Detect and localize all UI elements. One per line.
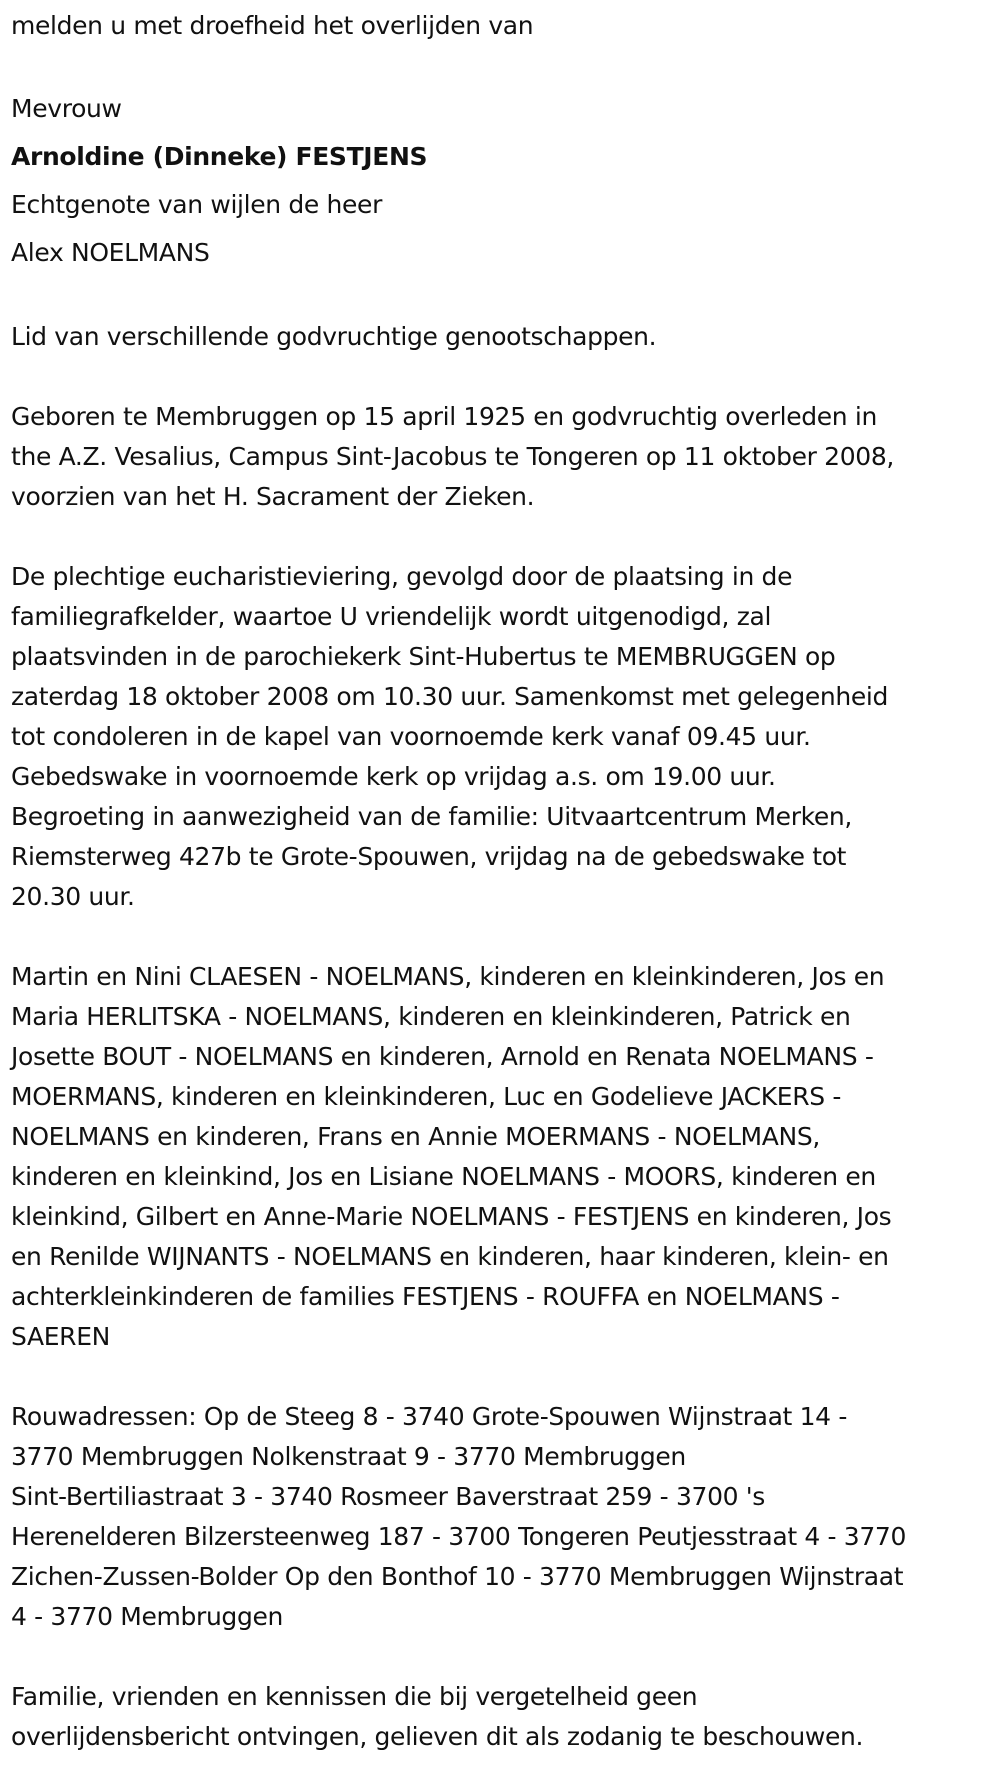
spacer	[11, 917, 980, 957]
family-paragraph	[11, 957, 980, 1357]
paragraph-line: en Renilde WIJNANTS - NOELMANS en kinderen, haar kinderen, klein- en	[11, 1242, 889, 1271]
spacer	[11, 357, 980, 397]
intro-text: melden u met droefheid het overlijden van	[11, 11, 534, 40]
paragraph-line: Josette BOUT - NOELMANS en kinderen, Arnold en Renata NOELMANS -	[11, 1042, 874, 1071]
paragraph-line: zaterdag 18 oktober 2008 om 10.30 uur. Samenkomst met gelegenheid	[11, 682, 889, 711]
spacer	[11, 1357, 980, 1397]
closing-paragraph	[11, 1677, 980, 1757]
paragraph-line: Herenelderen Bilzersteenweg 187 - 3700 Tongeren Peutjesstraat 4 - 3770	[11, 1522, 907, 1551]
spacer	[11, 1637, 980, 1677]
spacer	[11, 277, 980, 317]
paragraph-line: the A.Z. Vesalius, Campus Sint-Jacobus te Tongeren op 11 oktober 2008,	[11, 442, 894, 471]
ceremony-paragraph	[11, 557, 980, 917]
addresses-paragraph	[11, 1397, 980, 1637]
deceased-block	[11, 85, 980, 277]
membership-text: Lid van verschillende godvruchtige genootschappen.	[11, 322, 657, 351]
spacer	[11, 517, 980, 557]
paragraph-line: plaatsvinden in de parochiekerk Sint-Hubertus te MEMBRUGGEN op	[11, 642, 836, 671]
paragraph-line: 20.30 uur.	[11, 882, 135, 911]
paragraph-line: tot condoleren in de kapel van voornoemde kerk vanaf 09.45 uur.	[11, 722, 811, 751]
paragraph-line: NOELMANS en kinderen, Frans en Annie MOERMANS - NOELMANS,	[11, 1122, 820, 1151]
paragraph-line: achterkleinkinderen de families FESTJENS - ROUFFA en NOELMANS -	[11, 1282, 840, 1311]
paragraph-line: Geboren te Membruggen op 15 april 1925 en godvruchtig overleden in	[11, 402, 877, 431]
paragraph-line: Zichen-Zussen-Bolder Op den Bonthof 10 - 3770 Membruggen Wijnstraat	[11, 1562, 904, 1591]
paragraph-line: Riemsterweg 427b te Grote-Spouwen, vrijdag na de gebedswake tot	[11, 842, 847, 871]
birth-death-paragraph	[11, 397, 980, 517]
paragraph-line: Sint-Bertiliastraat 3 - 3740 Rosmeer Baverstraat 259 - 3700 's	[11, 1482, 765, 1511]
salutation: Mevrouw	[11, 94, 122, 123]
paragraph-line: MOERMANS, kinderen en kleinkinderen, Luc en Godelieve JACKERS -	[11, 1082, 842, 1111]
paragraph-line: Maria HERLITSKA - NOELMANS, kinderen en kleinkinderen, Patrick en	[11, 1002, 851, 1031]
spacer	[11, 46, 980, 85]
paragraph-line: SAEREN	[11, 1322, 110, 1351]
paragraph-line: Begroeting in aanwezigheid van de familie: Uitvaartcentrum Merken,	[11, 802, 852, 831]
paragraph-line: familiegrafkelder, waartoe U vriendelijk wordt uitgenodigd, zal	[11, 602, 772, 631]
paragraph-line: Familie, vrienden en kennissen die bij vergetelheid geen	[11, 1682, 698, 1711]
paragraph-line: kinderen en kleinkind, Jos en Lisiane NOELMANS - MOORS, kinderen en	[11, 1162, 876, 1191]
deceased-name: Arnoldine (Dinneke) FESTJENS	[11, 142, 428, 171]
paragraph-line: Gebedswake in voornoemde kerk op vrijdag a.s. om 19.00 uur.	[11, 762, 776, 791]
relation-text: Echtgenote van wijlen de heer	[11, 190, 383, 219]
paragraph-line: voorzien van het H. Sacrament der Zieken.	[11, 482, 535, 511]
paragraph-line: overlijdensbericht ontvingen, gelieven dit als zodanig te beschouwen.	[11, 1722, 864, 1751]
paragraph-line: 3770 Membruggen Nolkenstraat 9 - 3770 Membruggen	[11, 1442, 686, 1471]
paragraph-line: 4 - 3770 Membruggen	[11, 1602, 284, 1631]
paragraph-line: kleinkind, Gilbert en Anne-Marie NOELMANS - FESTJENS en kinderen, Jos	[11, 1202, 892, 1231]
paragraph-line: Rouwadressen: Op de Steeg 8 - 3740 Grote-Spouwen Wijnstraat 14 -	[11, 1402, 847, 1431]
spouse-name: Alex NOELMANS	[11, 238, 210, 267]
paragraph-line: De plechtige eucharistieviering, gevolgd door de plaatsing in de	[11, 562, 793, 591]
paragraph-line: Martin en Nini CLAESEN - NOELMANS, kinderen en kleinkinderen, Jos en	[11, 962, 885, 991]
